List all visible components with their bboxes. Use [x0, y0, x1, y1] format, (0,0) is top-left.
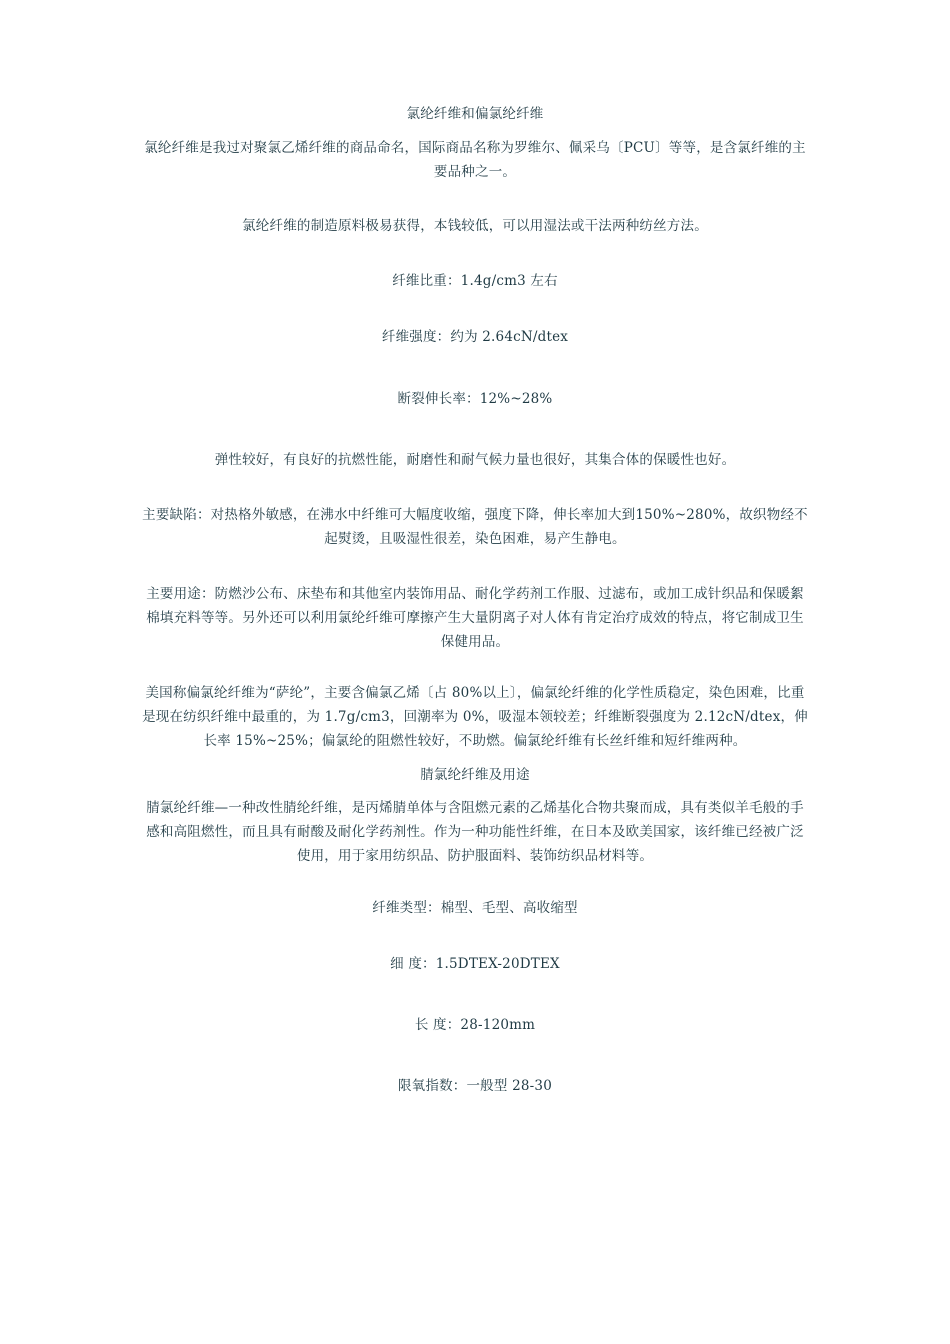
paragraph-elasticity: 弹性较好，有良好的抗燃性能，耐磨性和耐气候力量也很好，其集合体的保暖性也好。	[214, 452, 736, 468]
paragraph-chlorofiber-production: 氯纶纤维的制造原料极易获得，本钱较低，可以用湿法或干法两种纺丝方法。	[242, 218, 708, 234]
paragraph-modacrylic: 腈氯纶纤维—一种改性腈纶纤维，是丙烯腈单体与含阻燃元素的乙烯基化合物共聚而成，具有类似羊毛般的手感和高阻燃性，而且具有耐酸及耐化学药剂性。作为一种功能性纤维，在日本及欧美国家，该纤维已经被广泛使用，用于家用纺织品、防护服面料、装饰纺织品材料等。	[146, 800, 804, 864]
property-length: 长 度：28-120mm	[414, 1017, 536, 1033]
paragraph-uses: 主要用途：防燃沙公布、床垫布和其他室内装饰用品、耐化学药剂工作服、过滤布，或加工成针织品和保暖絮棉填充料等等。另外还可以利用氯纶纤维可摩擦产生大量阴离子对人体有肯定治疗成效的特点，将它制成卫生保健用品。	[146, 586, 804, 650]
property-fineness: 细 度：1.5DTEX-20DTEX	[390, 956, 560, 972]
property-elongation: 断裂伸长率：12%~28%	[397, 391, 553, 407]
paragraph-chlorofiber-intro: 氯纶纤维是我过对聚氯乙烯纤维的商品命名，国际商品名称为罗维尔、佩采乌〔PCU〕等等，是含氯纤维的主要品种之一。	[144, 140, 806, 180]
heading-modacrylic: 腈氯纶纤维及用途	[420, 767, 530, 783]
paragraph-pvdc: 美国称偏氯纶纤维为“萨纶”，主要含偏氯乙烯〔占 80%以上〕，偏氯纶纤维的化学性质稳定，染色困难，比重是现在纺织纤维中最重的，为 1.7g/cm3，回潮率为 0%，吸湿本领较差；纤维断裂强度为 2.12cN/dtex，伸长率 15%~25%；偏氯纶的阻燃性较好，不助燃。偏氯纶纤维有长丝纤维和短纤维两种。	[142, 685, 808, 749]
property-density: 纤维比重：1.4g/cm3 左右	[392, 273, 558, 289]
property-fiber-types: 纤维类型：棉型、毛型、高收缩型	[372, 900, 578, 916]
property-loi: 限氧指数：一般型 28-30	[397, 1078, 552, 1094]
heading-chlorofiber: 氯纶纤维和偏氯纶纤维	[406, 106, 544, 122]
paragraph-defects: 主要缺陷：对热格外敏感，在沸水中纤维可大幅度收缩，强度下降，伸长率加大到150%~280%，故织物经不起熨烫，且吸湿性很差，染色困难，易产生静电。	[142, 507, 808, 547]
property-strength: 纤维强度：约为 2.64cN/dtex	[381, 329, 569, 345]
